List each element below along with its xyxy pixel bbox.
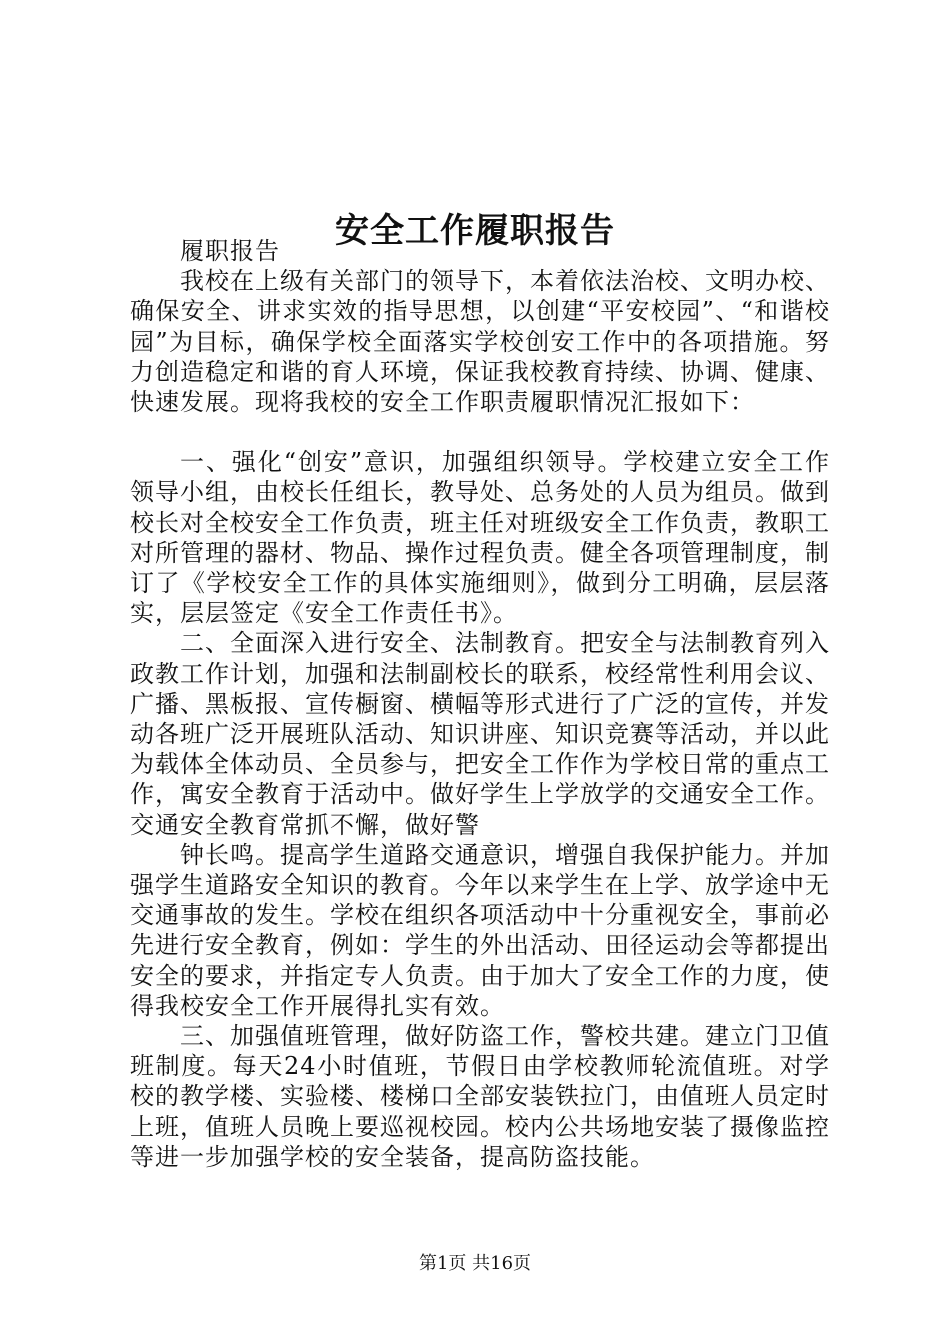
paragraph-section-3: 三、加强值班管理，做好防盗工作，警校共建。建立门卫值班制度。每天24小时值班，节假日由学校教师轮流值班。对学校的教学楼、实验楼、楼梯口全部安装铁拉门，由值班人员定时上班，值班人员晚上要巡视校园。校内公共场地安装了摄像监控等进一步加强学校的安全装备，提高防盗技能。 [130,1022,830,1171]
document-title: 安全工作履职报告 [335,210,615,251]
paragraph-section-2: 二、全面深入进行安全、法制教育。把安全与法制教育列入政教工作计划，加强和法制副校长的联系，校经常性利用会议、广播、黑板报、宣传橱窗、横幅等形式进行了广泛的宣传，并发动各班广泛开展班队活动、知识讲座、知识竞赛等活动，并以此为载体全体动员、全员参与，把安全工作作为学校日常的重点工作，寓安全教育于活动中。做好学生上学放学的交通安全工作。交通安全教育常抓不懈，做好警 [130,629,830,839]
paragraph-section-1: 一、强化“创安”意识，加强组织领导。学校建立安全工作领导小组，由校长任组长，教导处、总务处的人员为组员。做到校长对全校安全工作负责，班主任对班级安全工作负责，教职工对所管理的器材、物品、操作过程负责。健全各项管理制度，制订了《学校安全工作的具体实施细则》，做到分工明确，层层落实，层层签定《安全工作责任书》。 [130,448,830,628]
paragraph-intro: 我校在上级有关部门的领导下，本着依法治校、文明办校、确保安全、讲求实效的指导思想，以创建“平安校园”、“和谐校园”为目标，确保学校全面落实学校创安工作中的各项措施。努力创造稳定和谐的育人环境，保证我校教育持续、协调、健康、快速发展。现将我校的安全工作职责履职情况汇报如下： [130,267,830,417]
paragraph-heading: 履职报告 [180,237,280,265]
paragraph-section-2-continued: 钟长鸣。提高学生道路交通意识，增强自我保护能力。并加强学生道路安全知识的教育。今年以来学生在上学、放学途中无交通事故的发生。学校在组织各项活动中十分重视安全，事前必先进行安全教育，例如：学生的外出活动、田径运动会等都提出安全的要求，并指定专人负责。由于加大了安全工作的力度，使得我校安全工作开展得扎实有效。 [130,840,830,1020]
page-number-footer: 第1页 共16页 [418,1253,532,1274]
document-body [130,236,830,1172]
